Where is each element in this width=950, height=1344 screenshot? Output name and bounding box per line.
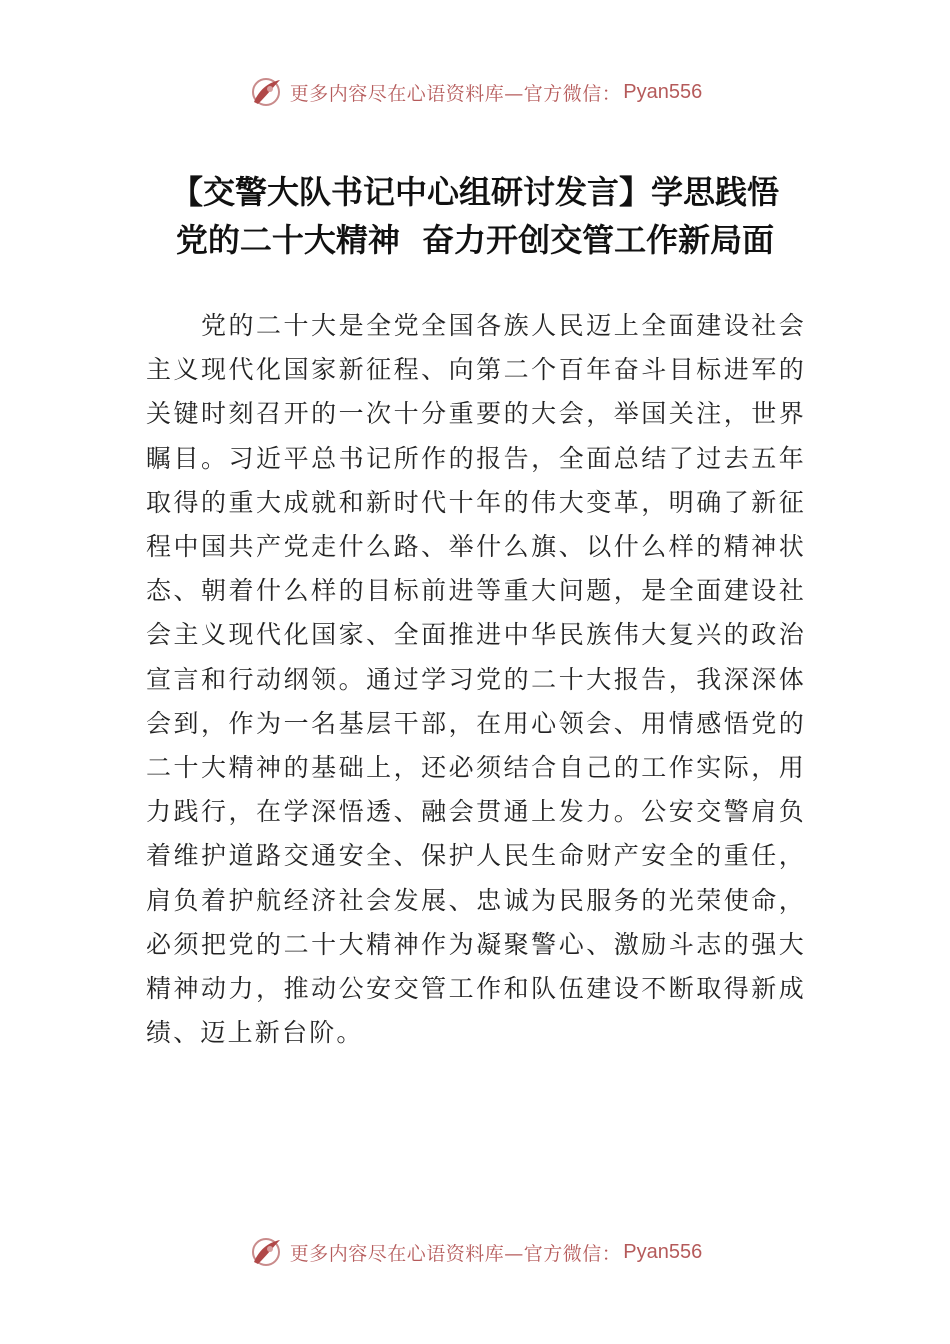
brand-logo-icon bbox=[248, 74, 284, 110]
title-line-2: 党的二十大精神 奋力开创交管工作新局面 bbox=[175, 221, 775, 259]
footer-banner bbox=[0, 1232, 950, 1272]
footer-wechat-id: Pyan556 bbox=[623, 1240, 703, 1263]
footer-banner-text: 更多内容尽在心语资料库—官方微信： bbox=[289, 1242, 622, 1265]
brand-logo-icon bbox=[248, 1234, 284, 1270]
header-wechat-id: Pyan556 bbox=[623, 80, 703, 103]
document-title bbox=[130, 168, 820, 264]
header-banner bbox=[0, 72, 950, 112]
title-line-1: 【交警大队书记中心组研讨发言】学思践悟 bbox=[170, 173, 779, 211]
body-paragraph: 党的二十大是全党全国各族人民迈上全面建设社会主义现代化国家新征程、向第二个百年奋斗目标进军的关键时刻召开的一次十分重要的大会，举国关注，世界瞩目。习近平总书记所作的报告，全面总结了过去五年取得的重大成就和新时代十年的伟大变革，明确了新征程中国共产党走什么路、举什么旗、以什么样的精神状态、朝着什么样的目标前进等重大问题，是全面建设社会主义现代化国家、全面推进中华民族伟大复兴的政治宣言和行动纲领。通过学习党的二十大报告，我深深体会到，作为一名基层干部，在用心领会、用情感悟党的二十大精神的基础上，还必须结合自己的工作实际，用力践行，在学深悟透、融会贯通上发力。公安交警肩负着维护道路交通安全、保护人民生命财产安全的重任，肩负着护航经济社会发展、忠诚为民服务的光荣使命，必须把党的二十大精神作为凝聚警心、激励斗志的强大精神动力，推动公安交管工作和队伍建设不断取得新成绩、迈上新台阶。 bbox=[146, 311, 806, 1048]
header-banner-text: 更多内容尽在心语资料库—官方微信： bbox=[289, 82, 622, 105]
